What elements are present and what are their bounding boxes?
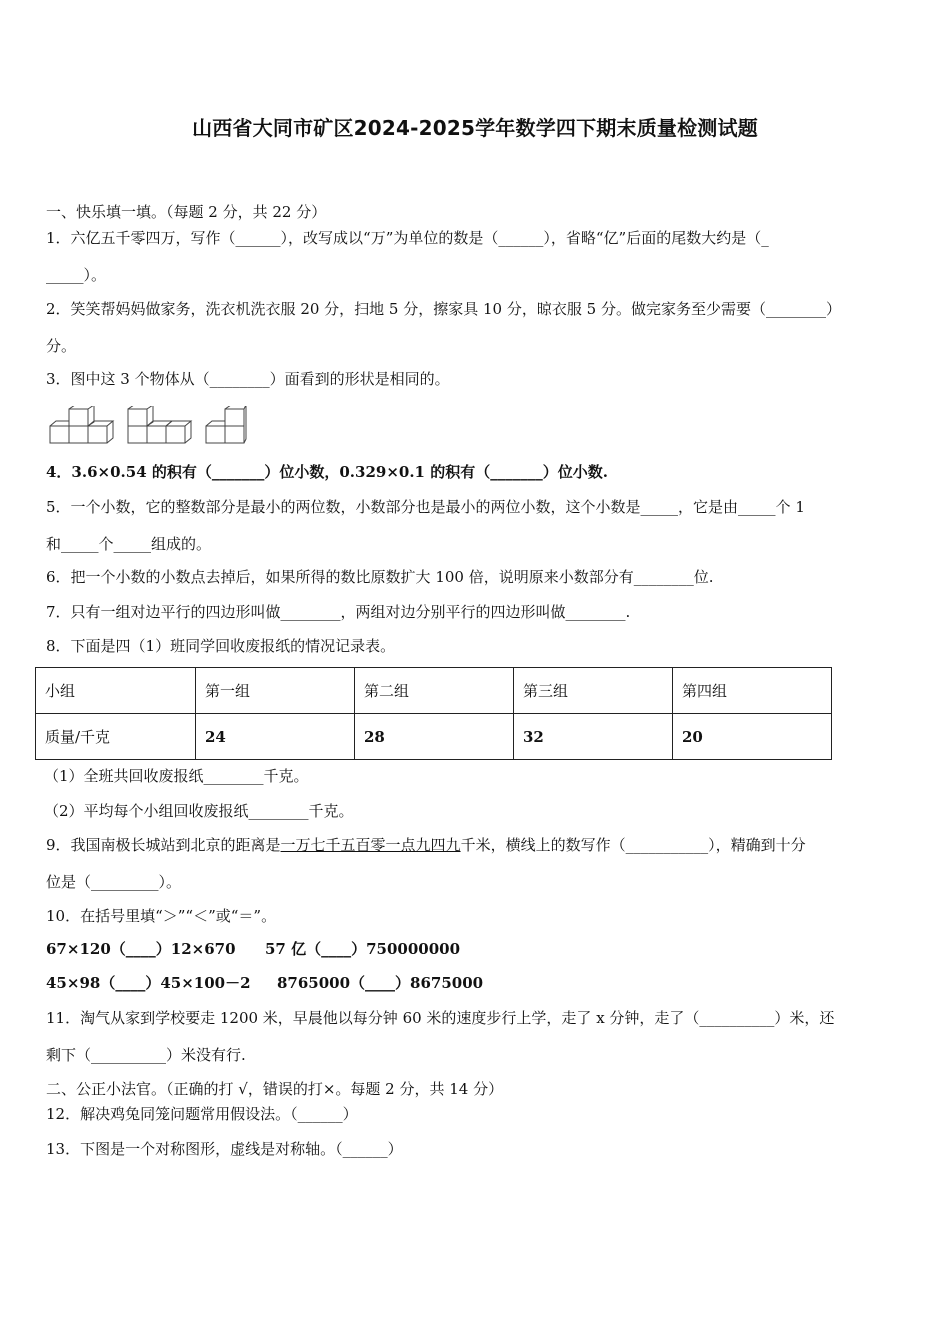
question-6: 6．把一个小数的小数点去掉后，如果所得的数比原数扩大 100 倍，说明原来小数部分有________位.: [46, 568, 714, 586]
question-9-line-2: 位是（_________）。: [46, 873, 182, 891]
question-11-line-2: 剩下（__________）米没有行.: [46, 1046, 246, 1064]
table-cell: 20: [673, 714, 832, 760]
recycling-table: [35, 667, 832, 760]
table-cell: 质量/千克: [36, 714, 196, 760]
table-cell: 第一组: [196, 668, 355, 714]
question-1-line-1: 1．六亿五千零四万，写作（______），改写成以“万”为单位的数是（______），省略“亿”后面的尾数大约是（_: [46, 229, 769, 247]
question-2-line-1: 2．笑笑帮妈妈做家务，洗衣机洗衣服 20 分，扫地 5 分，擦家具 10 分，晾衣服 5 分。做完家务至少需要（________）: [46, 300, 841, 318]
page-title: 山西省大同市矿区2024-2025学年数学四下期末质量检测试题: [192, 116, 758, 140]
question-7: 7．只有一组对边平行的四边形叫做________，两组对边分别平行的四边形叫做________.: [46, 603, 631, 621]
question-9-suffix: 千米，横线上的数写作（___________），精确到十分: [460, 836, 806, 854]
question-10-item-3: 45×98（____）45×100－2: [46, 974, 251, 992]
table-row: [36, 668, 832, 714]
section-2-heading: 二、公正小法官。（正确的打 √，错误的打×。每题 2 分，共 14 分）: [46, 1080, 504, 1098]
cube-figures: [48, 406, 253, 446]
question-3: 3．图中这 3 个物体从（________）面看到的形状是相同的。: [46, 370, 450, 388]
table-cell: 32: [514, 714, 673, 760]
question-9-underlined: 一万七千五百零一点九四九: [280, 836, 461, 854]
question-2-line-2: 分。: [46, 337, 77, 355]
question-5-line-2: 和_____个_____组成的。: [46, 535, 212, 553]
question-13: 13．下图是一个对称图形，虚线是对称轴。（______）: [46, 1140, 403, 1158]
table-cell: 24: [196, 714, 355, 760]
section-1-heading: 一、快乐填一填。（每题 2 分，共 22 分）: [46, 203, 327, 221]
question-8-part-1: （1）全班共回收废报纸________千克。: [44, 767, 309, 785]
table-cell: 第二组: [355, 668, 514, 714]
question-10: 10．在括号里填“＞”“＜”或“＝”。: [46, 907, 277, 925]
cube-figure-1: [50, 406, 113, 443]
question-10-item-2: 57 亿（____）750000000: [265, 940, 461, 958]
table-row: [36, 714, 832, 760]
table-cell: 第四组: [673, 668, 832, 714]
question-9-prefix: 9．我国南极长城站到北京的距离是: [46, 836, 281, 854]
question-10-item-4: 8765000（____）8675000: [277, 974, 484, 992]
question-12: 12．解决鸡兔同笼问题常用假设法。（______）: [46, 1105, 358, 1123]
question-4: 4．3.6×0.54 的积有（_______）位小数，0.329×0.1 的积有（_______）位小数.: [46, 463, 608, 481]
question-11-line-1: 11．淘气从家到学校要走 1200 米，早晨他以每分钟 60 米的速度步行上学，走了 x 分钟，走了（__________）米，还: [46, 1009, 835, 1027]
cube-figure-3: [206, 406, 246, 443]
question-10-item-1: 67×120（____）12×670: [46, 940, 236, 958]
table-cell: 第三组: [514, 668, 673, 714]
question-8-part-2: （2）平均每个小组回收废报纸________千克。: [44, 802, 354, 820]
question-9-line-1: [46, 835, 806, 855]
cube-figure-2: [128, 406, 191, 443]
question-5-line-1: 5．一个小数，它的整数部分是最小的两位数，小数部分也是最小的两位小数，这个小数是_____，它是由_____个 1: [46, 498, 805, 516]
question-1-line-2: _____）。: [46, 266, 107, 284]
table-cell: 28: [355, 714, 514, 760]
table-cell: 小组: [36, 668, 196, 714]
question-8: 8．下面是四（1）班同学回收废报纸的情况记录表。: [46, 637, 396, 655]
